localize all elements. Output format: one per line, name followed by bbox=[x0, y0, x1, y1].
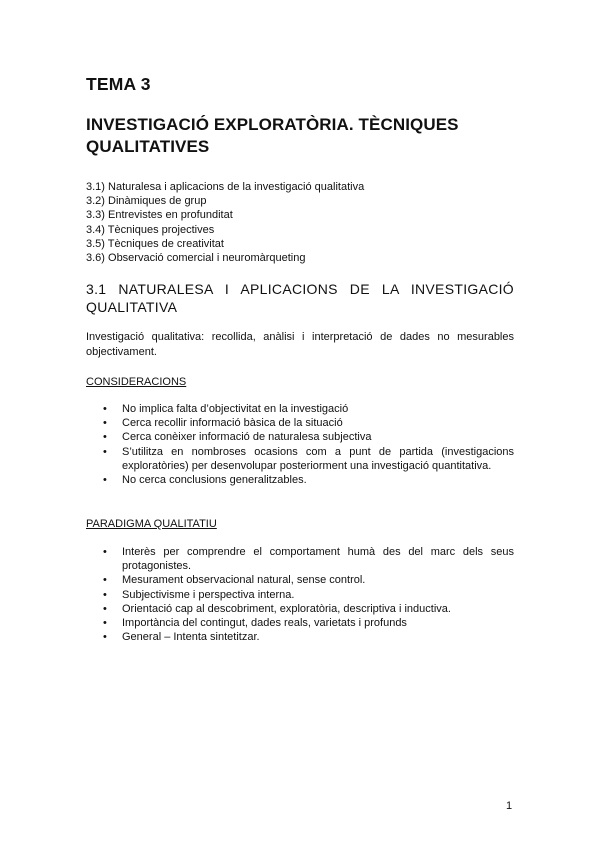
toc-item: 3.3) Entrevistes en profunditat bbox=[86, 209, 233, 222]
list-item: • Orientació cap al descobriment, exploratòria, descriptiva i inductiva. bbox=[86, 602, 514, 616]
chapter-title: INVESTIGACIÓ EXPLORATÒRIA. TÈCNIQUES QUALITATIVES bbox=[86, 115, 459, 156]
list-item: • Mesurament observacional natural, sense control. bbox=[86, 573, 514, 587]
toc-item: 3.4) Tècniques projectives bbox=[86, 223, 215, 236]
list-item: • No cerca conclusions generalitzables. bbox=[86, 473, 514, 487]
page-number: 1 bbox=[506, 800, 513, 812]
paradigma-list bbox=[86, 545, 514, 644]
toc-item: 3.5) Tècniques de creativitat bbox=[86, 237, 224, 250]
list-item: • S’utilitza en nombroses ocasions com a punt de partida (investigacions exploratòries) per desenvolupar posteriorment una investigació quantitativa. bbox=[86, 445, 514, 473]
list-item: • No implica falta d’objectivitat en la investigació bbox=[86, 402, 514, 416]
toc-item: 3.2) Dinàmiques de grup bbox=[86, 195, 207, 208]
toc-item: 3.6) Observació comercial i neuromàrqueting bbox=[86, 252, 306, 265]
tema-heading: TEMA 3 bbox=[86, 74, 151, 94]
list-item: • Cerca recollir informació bàsica de la situació bbox=[86, 416, 514, 430]
toc-item: 3.1) Naturalesa i aplicacions de la investigació qualitativa bbox=[86, 181, 365, 193]
list-item: • Interès per comprendre el comportament humà des del marc dels seus protagonistes. bbox=[86, 545, 514, 573]
list-item: • General – Intenta sintetitzar. bbox=[86, 630, 514, 644]
list-item: • Cerca conèixer informació de naturalesa subjectiva bbox=[86, 430, 514, 444]
paradigma-heading: PARADIGMA QUALITATIU bbox=[86, 518, 217, 530]
consideracions-list bbox=[86, 402, 514, 487]
table-of-contents bbox=[86, 180, 364, 265]
definition-paragraph: Investigació qualitativa: recollida, anàlisi i interpretació de dades no mesurables objectivament. bbox=[86, 331, 514, 358]
consideracions-heading: CONSIDERACIONS bbox=[86, 376, 187, 388]
list-item: • Subjectivisme i perspectiva interna. bbox=[86, 588, 514, 602]
section-heading: 3.1 NATURALESA I APLICACIONS DE LA INVESTIGACIÓ QUALITATIVA bbox=[86, 281, 514, 315]
list-item: • Importància del contingut, dades reals, varietats i profunds bbox=[86, 616, 514, 630]
